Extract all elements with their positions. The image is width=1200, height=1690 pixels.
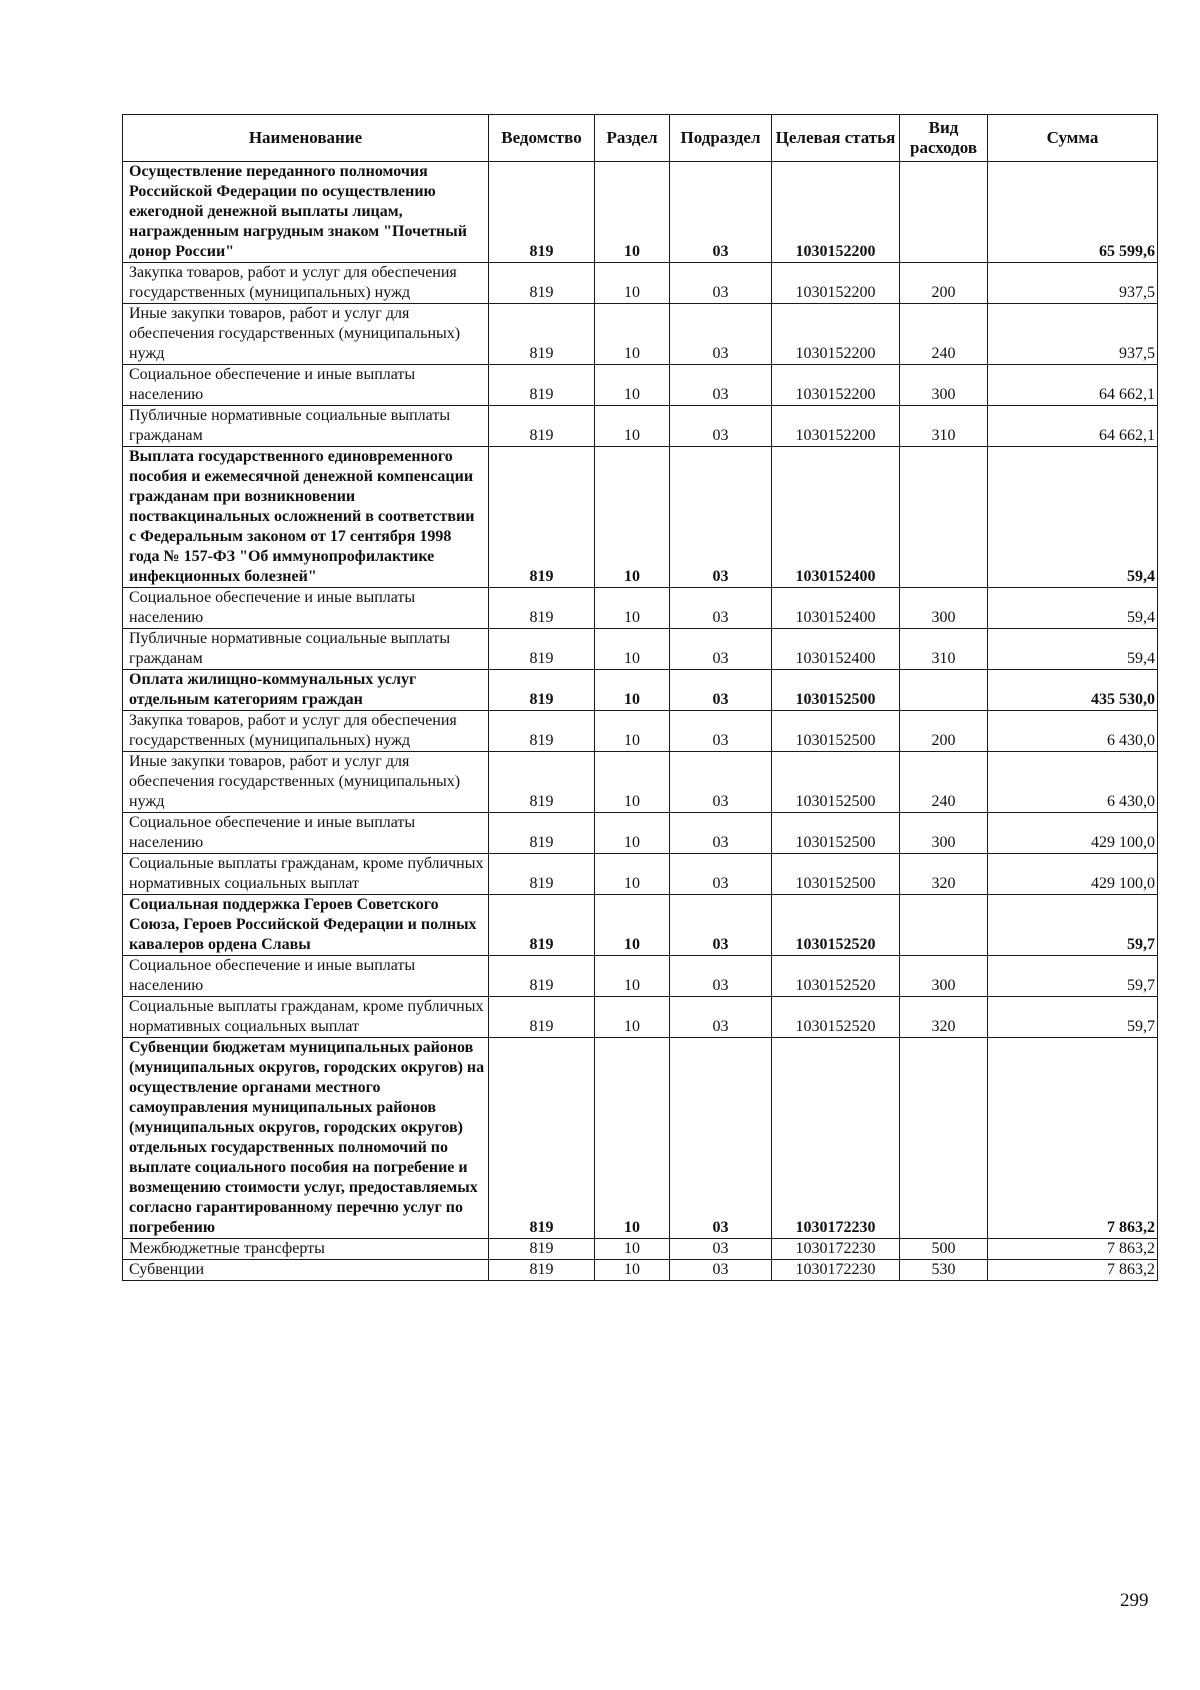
cell-section: 10 xyxy=(595,997,670,1038)
cell-name: Оплата жилищно-коммунальных услуг отдельным категориям граждан xyxy=(123,670,489,711)
cell-subsection: 03 xyxy=(670,1038,772,1239)
cell-department: 819 xyxy=(489,304,595,365)
cell-name: Иные закупки товаров, работ и услуг для обеспечения государственных (муниципальных) нужд xyxy=(123,304,489,365)
cell-amount: 59,4 xyxy=(988,447,1158,588)
cell-expense-type: 240 xyxy=(900,752,988,813)
cell-expense-type xyxy=(900,670,988,711)
header-row xyxy=(123,115,1158,162)
cell-expense-type: 200 xyxy=(900,263,988,304)
cell-section: 10 xyxy=(595,854,670,895)
cell-name: Субвенции xyxy=(123,1260,489,1281)
cell-section: 10 xyxy=(595,956,670,997)
cell-subsection: 03 xyxy=(670,162,772,263)
cell-name: Субвенции бюджетам муниципальных районов (муниципальных округов, городских округов) на осуществление органами местного самоуправления муниципальных районов (муниципальных округов, городских округов) отдельных государственных полномочий по выплате социального пособия на погребение и возмещению стоимости услуг, предоставляемых согласно гарантированному перечню услуг по погребению xyxy=(123,1038,489,1239)
table-row xyxy=(123,629,1158,670)
header-name: Наименование xyxy=(123,115,489,162)
cell-subsection: 03 xyxy=(670,1260,772,1281)
cell-target-article: 1030152520 xyxy=(772,956,900,997)
cell-target-article: 1030152200 xyxy=(772,263,900,304)
cell-section: 10 xyxy=(595,304,670,365)
cell-section: 10 xyxy=(595,813,670,854)
cell-amount: 6 430,0 xyxy=(988,711,1158,752)
cell-expense-type xyxy=(900,895,988,956)
cell-amount: 937,5 xyxy=(988,263,1158,304)
cell-amount: 7 863,2 xyxy=(988,1260,1158,1281)
cell-expense-type: 310 xyxy=(900,406,988,447)
cell-section: 10 xyxy=(595,1239,670,1260)
cell-amount: 7 863,2 xyxy=(988,1239,1158,1260)
cell-amount: 435 530,0 xyxy=(988,670,1158,711)
cell-target-article: 1030172230 xyxy=(772,1260,900,1281)
cell-name: Социальное обеспечение и иные выплаты населению xyxy=(123,365,489,406)
cell-section: 10 xyxy=(595,752,670,813)
table-row xyxy=(123,956,1158,997)
cell-subsection: 03 xyxy=(670,1239,772,1260)
page-number: 299 xyxy=(1120,1590,1149,1611)
table-row xyxy=(123,263,1158,304)
cell-expense-type: 310 xyxy=(900,629,988,670)
cell-department: 819 xyxy=(489,162,595,263)
cell-name: Закупка товаров, работ и услуг для обеспечения государственных (муниципальных) нужд xyxy=(123,711,489,752)
cell-subsection: 03 xyxy=(670,854,772,895)
cell-department: 819 xyxy=(489,711,595,752)
cell-name: Межбюджетные трансферты xyxy=(123,1239,489,1260)
cell-amount: 59,7 xyxy=(988,997,1158,1038)
header-section: Раздел xyxy=(595,115,670,162)
cell-name: Иные закупки товаров, работ и услуг для обеспечения государственных (муниципальных) нужд xyxy=(123,752,489,813)
cell-expense-type xyxy=(900,447,988,588)
cell-target-article: 1030152200 xyxy=(772,365,900,406)
cell-subsection: 03 xyxy=(670,956,772,997)
cell-section: 10 xyxy=(595,406,670,447)
cell-name: Социальное обеспечение и иные выплаты населению xyxy=(123,813,489,854)
cell-department: 819 xyxy=(489,752,595,813)
cell-expense-type xyxy=(900,162,988,263)
cell-subsection: 03 xyxy=(670,997,772,1038)
cell-section: 10 xyxy=(595,263,670,304)
header-target-article: Целевая статья xyxy=(772,115,900,162)
cell-department: 819 xyxy=(489,263,595,304)
cell-subsection: 03 xyxy=(670,895,772,956)
cell-amount: 429 100,0 xyxy=(988,813,1158,854)
cell-department: 819 xyxy=(489,670,595,711)
header-subsection: Подраздел xyxy=(670,115,772,162)
cell-name: Выплата государственного единовременного пособия и ежемесячной денежной компенсации гражданам при возникновении поствакцинальных осложнений в соответствии с Федеральным законом от 17 сентября 1998 года № 157-ФЗ "Об иммунопрофилактике инфекционных болезней" xyxy=(123,447,489,588)
cell-amount: 59,4 xyxy=(988,588,1158,629)
cell-amount: 59,7 xyxy=(988,895,1158,956)
cell-section: 10 xyxy=(595,711,670,752)
cell-amount: 429 100,0 xyxy=(988,854,1158,895)
table-row xyxy=(123,588,1158,629)
cell-name: Публичные нормативные социальные выплаты гражданам xyxy=(123,406,489,447)
cell-department: 819 xyxy=(489,447,595,588)
table-row xyxy=(123,854,1158,895)
table-row xyxy=(123,1260,1158,1281)
cell-target-article: 1030152400 xyxy=(772,588,900,629)
table-row xyxy=(123,447,1158,588)
header-expense-type: Вид расходов xyxy=(900,115,988,162)
cell-expense-type: 500 xyxy=(900,1239,988,1260)
cell-amount: 65 599,6 xyxy=(988,162,1158,263)
table-row xyxy=(123,752,1158,813)
cell-target-article: 1030152200 xyxy=(772,304,900,365)
cell-target-article: 1030152200 xyxy=(772,162,900,263)
cell-target-article: 1030152500 xyxy=(772,670,900,711)
cell-subsection: 03 xyxy=(670,629,772,670)
table-row xyxy=(123,813,1158,854)
cell-target-article: 1030172230 xyxy=(772,1038,900,1239)
cell-department: 819 xyxy=(489,895,595,956)
cell-department: 819 xyxy=(489,588,595,629)
cell-subsection: 03 xyxy=(670,365,772,406)
table-row xyxy=(123,997,1158,1038)
cell-expense-type: 240 xyxy=(900,304,988,365)
cell-department: 819 xyxy=(489,1038,595,1239)
cell-section: 10 xyxy=(595,162,670,263)
cell-subsection: 03 xyxy=(670,406,772,447)
cell-department: 819 xyxy=(489,854,595,895)
cell-section: 10 xyxy=(595,1038,670,1239)
cell-subsection: 03 xyxy=(670,813,772,854)
cell-name: Социальная поддержка Героев Советского Союза, Героев Российской Федерации и полных кавалеров ордена Славы xyxy=(123,895,489,956)
cell-amount: 64 662,1 xyxy=(988,406,1158,447)
cell-name: Социальное обеспечение и иные выплаты населению xyxy=(123,588,489,629)
cell-expense-type: 300 xyxy=(900,813,988,854)
cell-section: 10 xyxy=(595,895,670,956)
cell-name: Осуществление переданного полномочия Российской Федерации по осуществлению ежегодной денежной выплаты лицам, награжденным нагрудным знаком "Почетный донор России" xyxy=(123,162,489,263)
cell-amount: 64 662,1 xyxy=(988,365,1158,406)
cell-amount: 59,4 xyxy=(988,629,1158,670)
cell-subsection: 03 xyxy=(670,588,772,629)
header-amount: Сумма xyxy=(988,115,1158,162)
cell-section: 10 xyxy=(595,1260,670,1281)
cell-amount: 7 863,2 xyxy=(988,1038,1158,1239)
table-row xyxy=(123,304,1158,365)
cell-department: 819 xyxy=(489,956,595,997)
cell-subsection: 03 xyxy=(670,304,772,365)
cell-name: Социальное обеспечение и иные выплаты населению xyxy=(123,956,489,997)
cell-section: 10 xyxy=(595,588,670,629)
cell-name: Закупка товаров, работ и услуг для обеспечения государственных (муниципальных) нужд xyxy=(123,263,489,304)
table-row xyxy=(123,670,1158,711)
cell-expense-type: 530 xyxy=(900,1260,988,1281)
table-row xyxy=(123,406,1158,447)
table-row xyxy=(123,162,1158,263)
cell-target-article: 1030172230 xyxy=(772,1239,900,1260)
cell-expense-type: 320 xyxy=(900,997,988,1038)
cell-department: 819 xyxy=(489,1239,595,1260)
cell-expense-type: 200 xyxy=(900,711,988,752)
cell-target-article: 1030152500 xyxy=(772,854,900,895)
cell-subsection: 03 xyxy=(670,447,772,588)
cell-amount: 6 430,0 xyxy=(988,752,1158,813)
cell-expense-type: 300 xyxy=(900,365,988,406)
cell-amount: 59,7 xyxy=(988,956,1158,997)
cell-department: 819 xyxy=(489,406,595,447)
cell-department: 819 xyxy=(489,813,595,854)
table-row xyxy=(123,365,1158,406)
cell-target-article: 1030152520 xyxy=(772,895,900,956)
cell-expense-type: 300 xyxy=(900,956,988,997)
cell-target-article: 1030152200 xyxy=(772,406,900,447)
cell-expense-type: 320 xyxy=(900,854,988,895)
cell-name: Публичные нормативные социальные выплаты гражданам xyxy=(123,629,489,670)
table-body xyxy=(123,162,1158,1281)
cell-target-article: 1030152500 xyxy=(772,752,900,813)
cell-section: 10 xyxy=(595,670,670,711)
cell-target-article: 1030152400 xyxy=(772,447,900,588)
cell-target-article: 1030152500 xyxy=(772,711,900,752)
table-row xyxy=(123,1038,1158,1239)
cell-department: 819 xyxy=(489,997,595,1038)
cell-subsection: 03 xyxy=(670,670,772,711)
table-row xyxy=(123,1239,1158,1260)
cell-name: Социальные выплаты гражданам, кроме публичных нормативных социальных выплат xyxy=(123,854,489,895)
cell-department: 819 xyxy=(489,629,595,670)
cell-target-article: 1030152520 xyxy=(772,997,900,1038)
table-row xyxy=(123,711,1158,752)
cell-section: 10 xyxy=(595,365,670,406)
cell-subsection: 03 xyxy=(670,711,772,752)
cell-section: 10 xyxy=(595,447,670,588)
table-row xyxy=(123,895,1158,956)
cell-expense-type xyxy=(900,1038,988,1239)
table-header xyxy=(123,115,1158,162)
header-department: Ведомство xyxy=(489,115,595,162)
cell-department: 819 xyxy=(489,1260,595,1281)
budget-table xyxy=(122,114,1158,1281)
cell-department: 819 xyxy=(489,365,595,406)
cell-subsection: 03 xyxy=(670,263,772,304)
cell-target-article: 1030152500 xyxy=(772,813,900,854)
cell-subsection: 03 xyxy=(670,752,772,813)
cell-expense-type: 300 xyxy=(900,588,988,629)
cell-section: 10 xyxy=(595,629,670,670)
cell-target-article: 1030152400 xyxy=(772,629,900,670)
cell-name: Социальные выплаты гражданам, кроме публичных нормативных социальных выплат xyxy=(123,997,489,1038)
cell-amount: 937,5 xyxy=(988,304,1158,365)
